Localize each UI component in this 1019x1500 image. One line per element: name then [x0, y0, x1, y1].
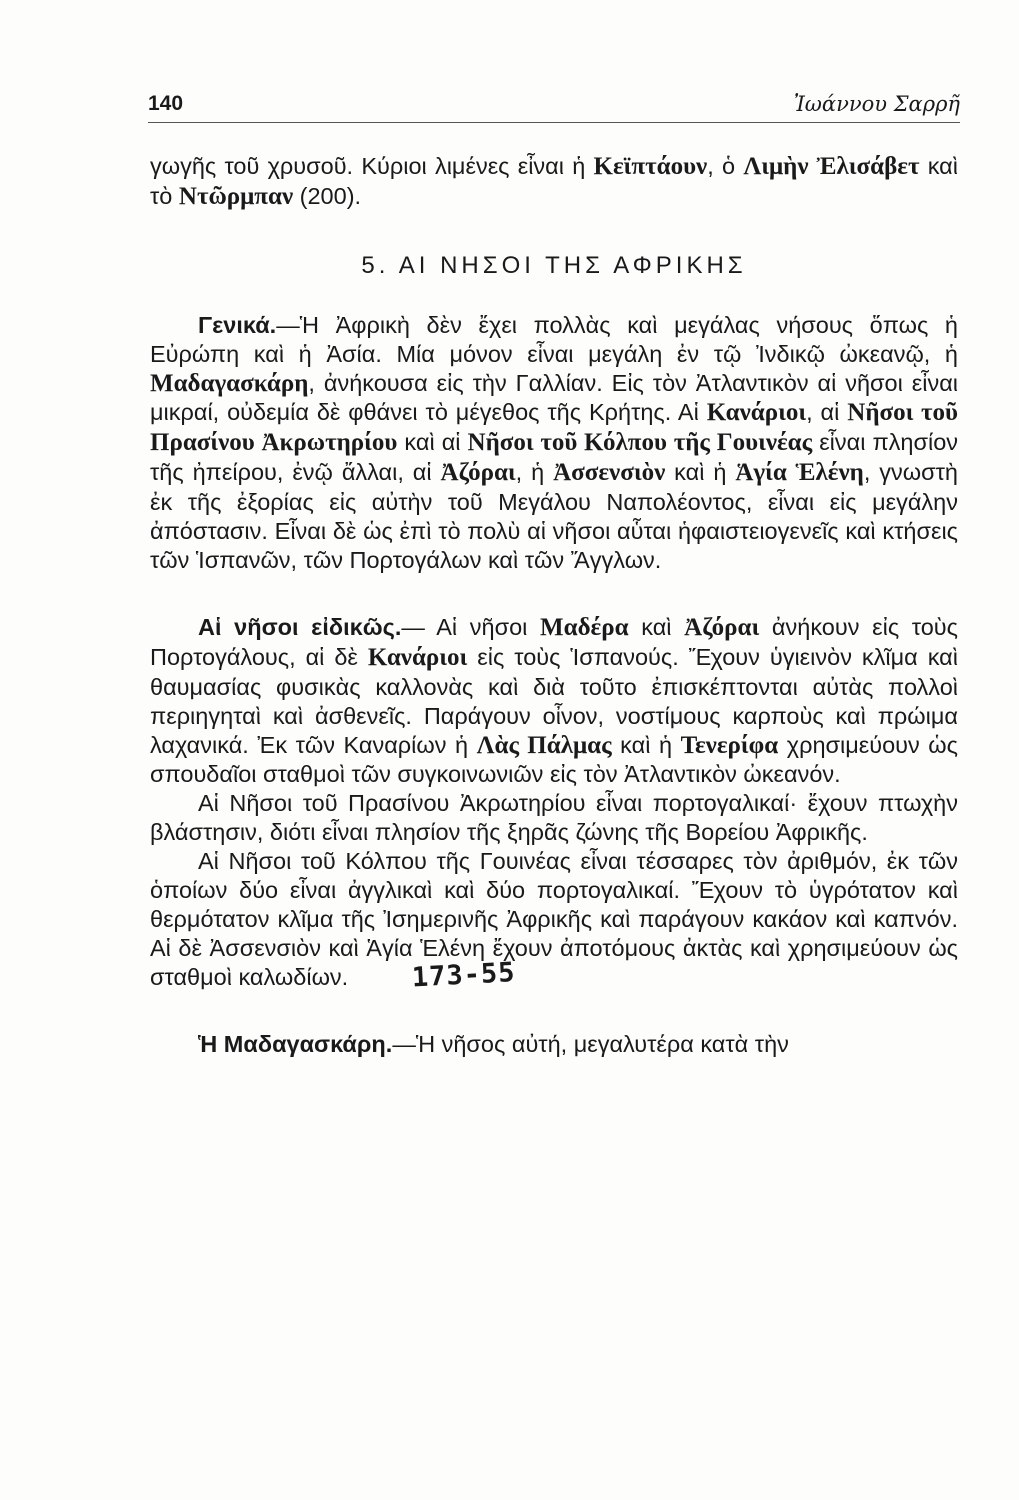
place-name: Κανάριοι [706, 399, 807, 427]
paragraph-lead: Γενικά. [198, 311, 277, 338]
place-name: Ἁγία Ἑλένη [735, 459, 864, 487]
place-name: Λιμὴν Ἐλισάβετ [743, 153, 920, 180]
place-name: Ντῶρμπαν [178, 182, 294, 210]
place-name: Ἀζόραι [684, 613, 760, 641]
place-name: Κεϊπτάουν [593, 153, 708, 180]
general-paragraph: Γενικά.—Ἡ Ἀφρικὴ δὲν ἔχει πολλὰς καὶ μεγάλας νήσους ὅπως ἡ Εὐρώπη καὶ ἡ Ἀσία. Μία μόνον εἶναι μεγάλη ἐν τῷ Ἰνδικῷ ὠκεανῷ, ἡ Μαδαγασκάρη, ἀνήκουσα εἰς τὴν Γαλλίαν. Εἰς τὸν Ἀτλαντικὸν αἱ νῆσοι εἶναι μικραί, οὐδεμία δὲ φθάνει τὸ μέγεθος τῆς Κρήτης. Αἱ Κανάριοι, αἱ Νῆσοι τοῦ Πρασίνου Ἀκρωτηρίου καὶ αἱ Νῆσοι τοῦ Κόλπου τῆς Γουινέας εἶναι πλησίον τῆς ἠπείρου, ἐνῷ ἄλλαι, αἱ Ἀζόραι, ἡ Ἀσσενσιὸν καὶ ἡ Ἁγία Ἑλένη, γνωστὴ ἐκ τῆς ἐξορίας εἰς αὐτὴν τοῦ Μεγάλου Ναπολέοντος, εἶναι εἰς μεγάλην ἀπόστασιν. Εἶναι δὲ ὡς ἐπὶ τὸ πολὺ αἱ νῆσοι αὗται ἡφαιστειογενεῖς καὶ κτήσεις τῶν Ἱσπανῶν, τῶν Πορτογάλων καὶ τῶν Ἄγγλων. [150, 311, 959, 573]
cape-verde-paragraph: Αἱ Νῆσοι τοῦ Πρασίνου Ἀκρωτηρίου εἶναι πορτογαλικαί· ἔχουν πτωχὴν βλάστησιν, διότι εἶναι πλησίον τῆς ξηρᾶς ζώνης τῆς Βορείου Ἀφρικῆς. [150, 790, 958, 846]
place-name: Νῆσοι τοῦ Πρασίνου Ἀκρωτηρίου [150, 399, 958, 457]
place-name: Κανάριοι [367, 643, 468, 671]
specific-paragraph: Αἱ νῆσοι εἰδικῶς.— Αἱ νῆσοι Μαδέρα καὶ Ἀζόραι ἀνήκουν εἰς τοὺς Πορτογάλους, αἱ δὲ Κανάριοι εἰς τοὺς Ἱσπανούς. Ἔχουν ὑγιεινὸν κλῖμα καὶ θαυμασίας φυσικὰς καλλονὰς καὶ διὰ τοῦτο ἐπισκέπτονται αὐτὰς πολλοὶ περιηγηταὶ καὶ ἀσθενεῖς. Παράγουν οἶνον, νοστίμους καρποὺς καὶ πρώιμα λαχανικά. Ἐκ τῶν Καναρίων ἡ Λὰς Πάλμας καὶ ἡ Τενερίφα χρησιμεύουν ὡς σπουδαῖοι σταθμοὶ τῶν συγκοινωνιῶν εἰς τὸν Ἀτλαντικὸν ὠκεανόν. [150, 613, 958, 788]
place-name: Τενερίφα [680, 731, 779, 759]
guinea-paragraph: Αἱ Νῆσοι τοῦ Κόλπου τῆς Γουινέας εἶναι τέσσαρες τὸν ἀριθμόν, ἐκ τῶν ὁποίων δύο εἶναι ἀγγλικαὶ καὶ δύο πορτογαλικαί. Ἔχουν τὸ ὑγρότατον καὶ θερμότατον κλῖμα τῆς Ἰσημερινῆς Ἀφρικῆς καὶ παράγουν κακάον καὶ καπνόν. Αἱ δὲ Ἀσσενσιὸν καὶ Ἁγία Ἑλένη ἔχουν ἀποτόμους ἀκτὰς καὶ χρησιμεύουν ὡς σταθμοὶ καλωδίων. 173-55 [150, 847, 958, 992]
intro-paragraph: γωγῆς τοῦ χρυσοῦ. Κύριοι λιμένες εἶναι ἡ Κεϊπτάουν, ὁ Λιμὴν Ἐλισάβετ καὶ τὸ Ντῶρμπαν (200). [150, 153, 958, 210]
section-heading: 5. ΑΙ ΝΗΣΟΙ ΤΗΣ ΑΦΡΙΚΗΣ [361, 251, 747, 279]
paragraph-lead: Ἡ Μαδαγασκάρη. [198, 1030, 393, 1057]
madagascar-paragraph: Ἡ Μαδαγασκάρη.—Ἡ νῆσος αὐτή, μεγαλυτέρα κατὰ τὴν [198, 1030, 789, 1057]
header-rule [148, 122, 960, 123]
place-name: Νῆσοι τοῦ Κόλπου τῆς Γουινέας [467, 429, 813, 457]
running-head: Ἰωάννου Σαρρῆ [793, 92, 960, 116]
place-name: Ἀζόραι [440, 459, 516, 487]
paragraph-lead: Αἱ νῆσοι εἰδικῶς. [198, 613, 402, 640]
place-name: Λὰς Πάλμας [476, 731, 612, 759]
page-number: 140 [148, 92, 184, 115]
place-name: Μαδέρα [540, 613, 629, 641]
body-text [150, 152, 958, 1059]
page-header [148, 92, 960, 126]
handwritten-note: 173-55 [411, 956, 517, 994]
place-name: Ἀσσενσιὸν [553, 459, 666, 487]
place-name: Μαδαγασκάρη [150, 369, 309, 397]
